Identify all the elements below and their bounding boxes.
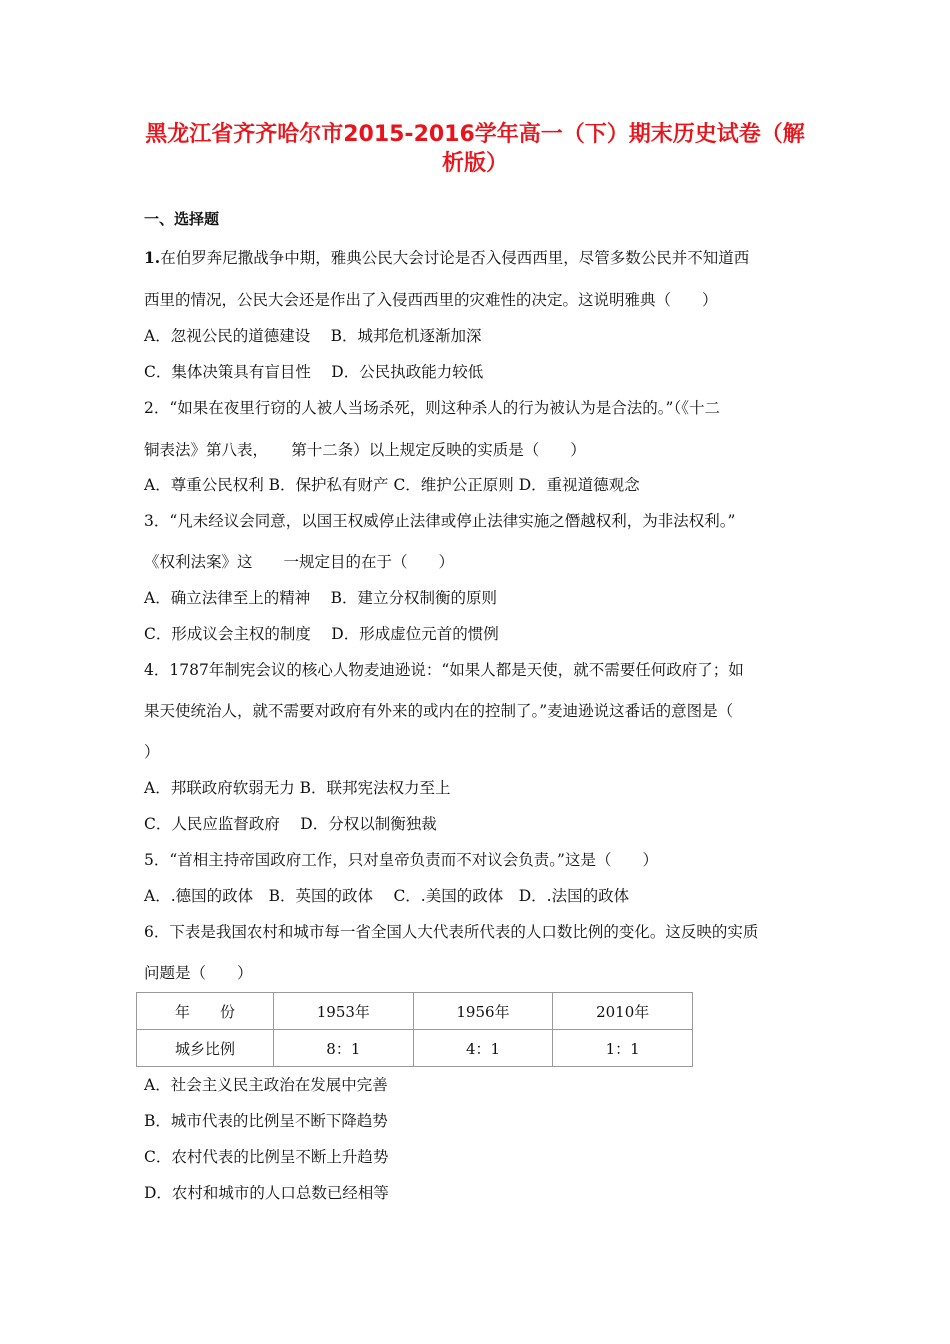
question-1-line-1: 1.在伯罗奔尼撒战争中期，雅典公民大会讨论是否入侵西西里，尽管多数公民并不知道西 — [144, 248, 750, 267]
question-3-number: 3． — [144, 512, 170, 530]
question-6-option-a: A．社会主义民主政治在发展中完善 — [144, 1076, 388, 1094]
question-6-number: 6． — [144, 923, 170, 941]
question-5-number: 5． — [144, 851, 170, 869]
population-ratio-table — [136, 992, 693, 1067]
table-cell: 8：1 — [274, 1030, 414, 1067]
question-2-line-2: 铜表法》第八表， 第十二条）以上规定反映的实质是（ ） — [144, 441, 586, 459]
table-header-cell: 1953年 — [274, 993, 414, 1030]
question-6-option-c: C．农村代表的比例呈不断上升趋势 — [144, 1148, 389, 1166]
document-title — [140, 120, 810, 178]
title-line-2: 析版） — [441, 151, 508, 176]
question-1-options-2: C．集体决策具有盲目性 D．公民执政能力较低 — [144, 363, 484, 381]
question-3-options-1: A．确立法律至上的精神 B．建立分权制衡的原则 — [144, 589, 498, 607]
question-4-options-1: A．邦联政府软弱无力 B．联邦宪法权力至上 — [144, 779, 451, 797]
question-1-line-2: 西里的情况，公民大会还是作出了入侵西西里的灾难性的决定。这说明雅典（ ） — [144, 291, 718, 309]
table-header-cell: 1956年 — [413, 993, 553, 1030]
question-2-line-1: 2．“如果在夜里行窃的人被人当场杀死，则这种杀人的行为被认为是合法的。”（《十二 — [144, 399, 720, 417]
table-cell: 1：1 — [553, 1030, 693, 1067]
question-3-options-2: C．形成议会主权的制度 D．形成虚位元首的惯例 — [144, 625, 499, 643]
question-4-options-2: C．人民应监督政府 D．分权以制衡独裁 — [144, 815, 437, 833]
table-cell: 4：1 — [413, 1030, 553, 1067]
question-2-options: A．尊重公民权利 B．保护私有财产 C．维护公正原则 D．重视道德观念 — [144, 476, 640, 494]
question-4-line-1: 4．1787年制宪会议的核心人物麦迪逊说：“如果人都是天使，就不需要任何政府了；如 — [144, 661, 744, 679]
question-1-number: 1. — [144, 248, 161, 267]
table-cell: 城乡比例 — [137, 1030, 274, 1067]
table-header-cell: 年 份 — [137, 993, 274, 1030]
question-3-line-1: 3．“凡未经议会同意，以国王权威停止法律或停止法律实施之僭越权利，为非法权利。” — [144, 512, 736, 530]
table-row — [137, 1030, 693, 1067]
question-4-line-3: ） — [144, 743, 160, 761]
question-6-option-b: B．城市代表的比例呈不断下降趋势 — [144, 1112, 388, 1130]
section-heading: 一、选择题 — [144, 210, 220, 228]
question-4-number: 4． — [144, 661, 170, 679]
question-6-line-2: 问题是（ ） — [144, 964, 253, 982]
title-line-1: 黑龙江省齐齐哈尔市2015-2016学年高一（下）期末历史试卷（解 — [145, 122, 805, 147]
question-5-options: A．.德国的政体 B．英国的政体 C．.美国的政体 D．.法国的政体 — [144, 887, 630, 905]
question-2-number: 2． — [144, 399, 170, 417]
question-6-option-d: D．农村和城市的人口总数已经相等 — [144, 1184, 389, 1202]
question-4-line-2: 果天使统治人，就不需要对政府有外来的或内在的控制了。”麦迪逊说这番话的意图是（ — [144, 702, 734, 720]
question-1-options-1: A．忽视公民的道德建设 B．城邦危机逐渐加深 — [144, 327, 482, 345]
question-6-line-1: 6．下表是我国农村和城市每一省全国人大代表所代表的人口数比例的变化。这反映的实质 — [144, 923, 759, 941]
question-5-line-1: 5．“首相主持帝国政府工作，只对皇帝负责而不对议会负责。”这是（ ） — [144, 851, 658, 869]
table-header-row — [137, 993, 693, 1030]
table-header-cell: 2010年 — [553, 993, 693, 1030]
question-3-line-2: 《权利法案》这 一规定目的在于（ ） — [144, 553, 455, 571]
